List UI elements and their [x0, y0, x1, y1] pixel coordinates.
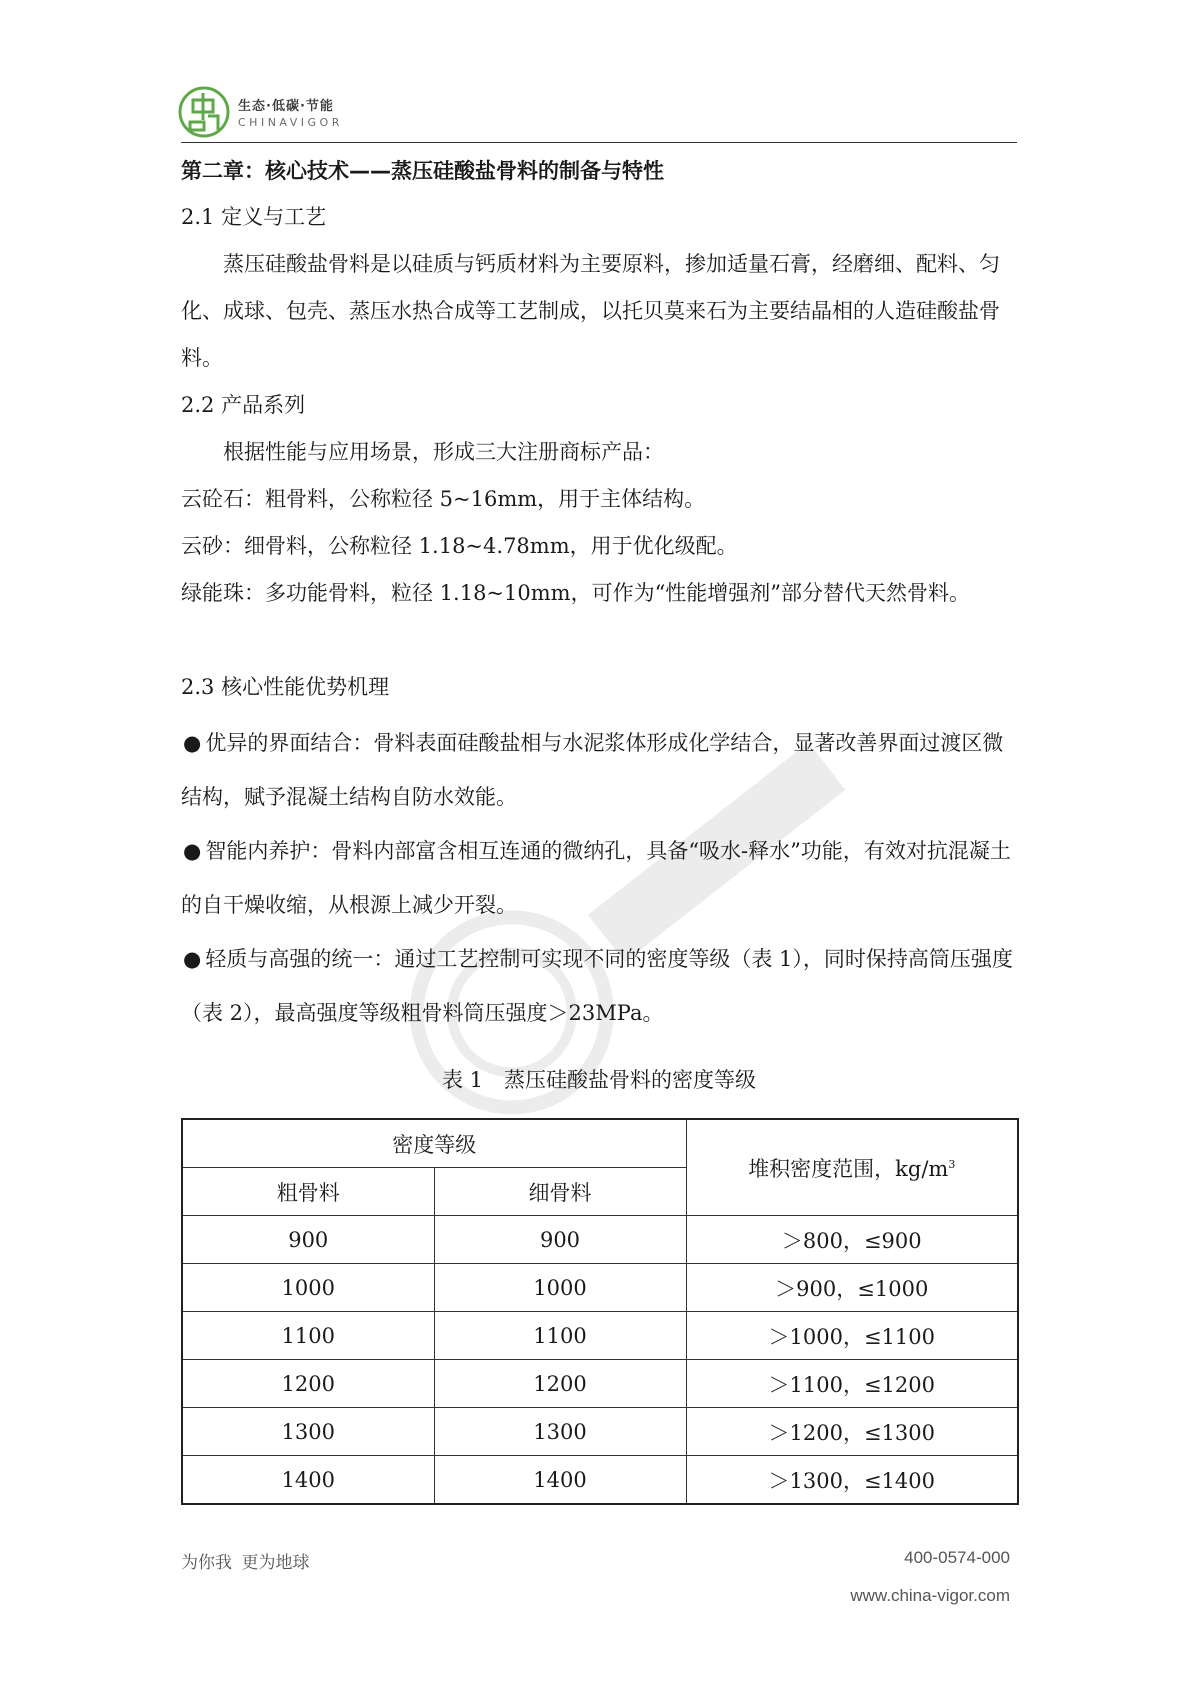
cell-coarse: 900 [182, 1216, 434, 1264]
cell-fine: 1300 [434, 1408, 686, 1456]
bullet-text: 优异的界面结合：骨料表面硅酸盐相与水泥浆体形成化学结合，显著改善界面过渡区微结构，赋予混凝土结构自防水效能。 [181, 731, 1004, 809]
cell-coarse: 1000 [182, 1264, 434, 1312]
section-2-1-title: 2.1 定义与工艺 [181, 205, 327, 229]
cell-fine: 1400 [434, 1456, 686, 1505]
bullet-item [181, 932, 1017, 1040]
cell-range: ＞1100，≤1200 [686, 1360, 1018, 1408]
chinavigor-logo-icon [178, 86, 230, 138]
section-2-3-title: 2.3 核心性能优势机理 [181, 675, 390, 699]
product-item: 绿能珠：多功能骨料，粒径 1.18~10mm，可作为“性能增强剂”部分替代天然骨料。 [181, 581, 971, 605]
bullet-icon: ● [183, 947, 202, 971]
table-row [182, 1360, 1018, 1408]
bullet-item [181, 824, 1017, 932]
cell-fine: 900 [434, 1216, 686, 1264]
section-2-2-title: 2.2 产品系列 [181, 393, 306, 417]
cell-range: ＞900，≤1000 [686, 1264, 1018, 1312]
cell-fine: 1000 [434, 1264, 686, 1312]
section-2-1-body: 蒸压硅酸盐骨料是以硅质与钙质材料为主要原料，掺加适量石膏，经磨细、配料、匀化、成球、包壳、蒸压水热合成等工艺制成，以托贝莫来石为主要结晶相的人造硅酸盐骨料。 [181, 252, 1000, 370]
header-divider [181, 142, 1017, 143]
table-row [182, 1456, 1018, 1505]
bullet-item [181, 716, 1017, 824]
product-item: 云砼石：粗骨料，公称粒径 5~16mm，用于主体结构。 [181, 487, 706, 511]
table-caption: 表 1 蒸压硅酸盐骨料的密度等级 [441, 1068, 757, 1092]
cell-range: ＞800，≤900 [686, 1216, 1018, 1264]
header-bulk-density-label: 堆积密度范围，kg/m [748, 1156, 949, 1181]
cell-range: ＞1200，≤1300 [686, 1408, 1018, 1456]
bullet-icon: ● [183, 731, 202, 755]
table-row [182, 1216, 1018, 1264]
cell-coarse: 1300 [182, 1408, 434, 1456]
cell-range: ＞1000，≤1100 [686, 1312, 1018, 1360]
product-item: 云砂：细骨料，公称粒径 1.18~4.78mm，用于优化级配。 [181, 534, 738, 558]
density-table [181, 1118, 1019, 1505]
logo-brand: CHINAVIGOR [238, 116, 343, 129]
table-header-row [182, 1119, 1018, 1168]
header-coarse: 粗骨料 [182, 1168, 434, 1216]
table-row [182, 1264, 1018, 1312]
cell-coarse: 1100 [182, 1312, 434, 1360]
table-row [182, 1408, 1018, 1456]
header-bulk-density [686, 1119, 1018, 1216]
cell-coarse: 1200 [182, 1360, 434, 1408]
bullet-text: 智能内养护：骨料内部富含相互连通的微纳孔，具备“吸水-释水”功能，有效对抗混凝土的自干燥收缩，从根源上减少开裂。 [181, 839, 1011, 917]
cell-fine: 1200 [434, 1360, 686, 1408]
unit-superscript: 3 [948, 1157, 956, 1171]
cell-fine: 1100 [434, 1312, 686, 1360]
cell-range: ＞1300，≤1400 [686, 1456, 1018, 1505]
footer-slogan: 为你我 更为地球 [181, 1553, 310, 1572]
footer-phone: 400-0574-000 [904, 1548, 1010, 1567]
bullet-icon: ● [183, 839, 202, 863]
chapter-title: 第二章：核心技术——蒸压硅酸盐骨料的制备与特性 [181, 159, 664, 183]
section-2-2-intro: 根据性能与应用场景，形成三大注册商标产品： [223, 440, 664, 464]
cell-coarse: 1400 [182, 1456, 434, 1505]
bullet-text: 轻质与高强的统一：通过工艺控制可实现不同的密度等级（表 1），同时保持高筒压强度（表 2），最高强度等级粗骨料筒压强度＞23MPa。 [181, 947, 1013, 1025]
logo-tagline: 生态·低碳·节能 [238, 99, 334, 114]
header-density-grade: 密度等级 [182, 1119, 686, 1168]
footer-url: www.china-vigor.com [850, 1586, 1010, 1605]
header-fine: 细骨料 [434, 1168, 686, 1216]
table-row [182, 1312, 1018, 1360]
